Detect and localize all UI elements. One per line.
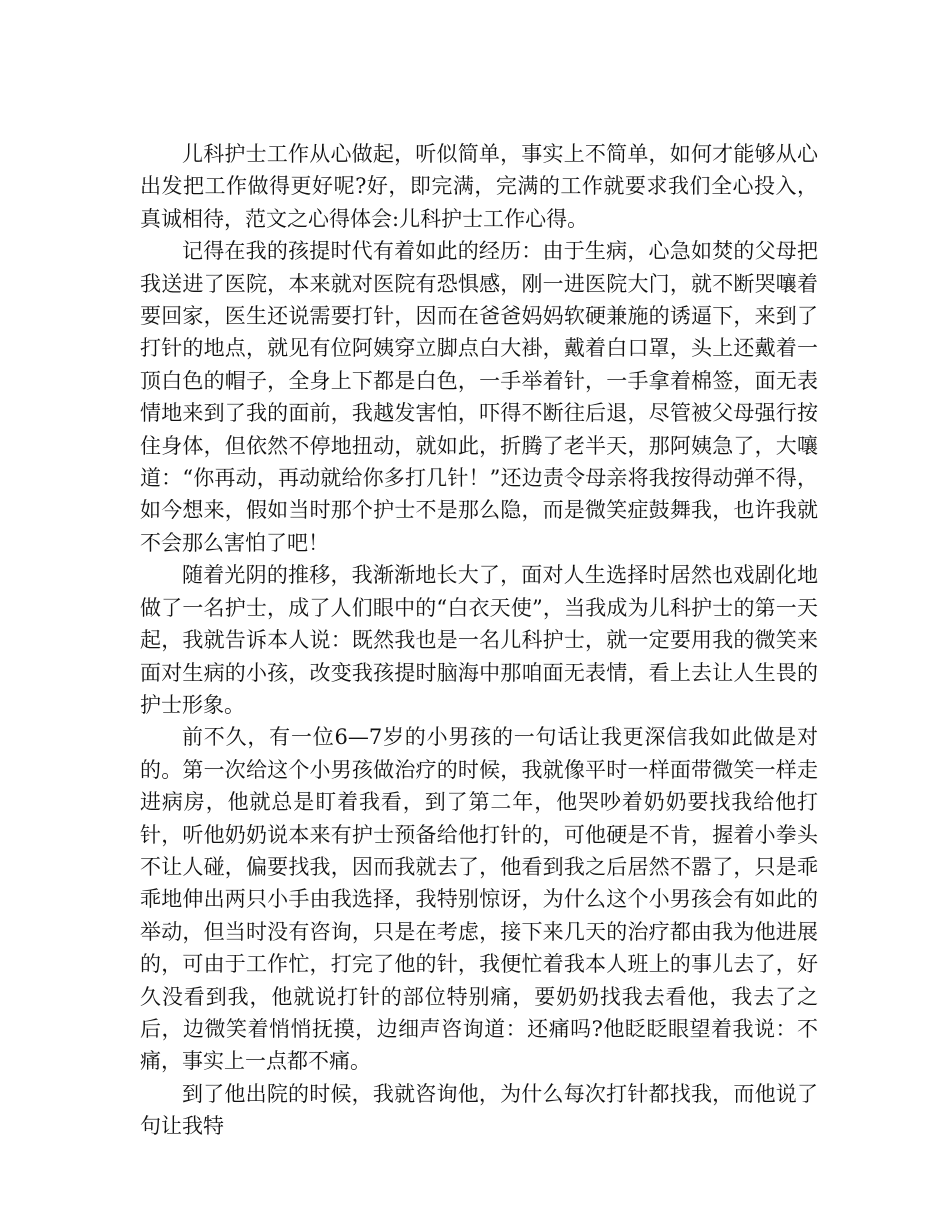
document-body [140, 138, 818, 1143]
paragraph-5: 到了他出院的时候，我就咨询他，为什么每次打针都找我，而他说了句让我特 [140, 1081, 818, 1139]
paragraph-3: 随着光阴的推移，我渐渐地长大了，面对人生选择时居然也戏剧化地做了一名护士，成了人们眼中的“白衣天使”，当我成为儿科护士的第一天起，我就告诉本人说：既然我也是一名儿科护士，就一定要用我的微笑来面对生病的小孩，改变我孩提时脑海中那咱面无表情，看上去让人生畏的护士形象。 [140, 563, 818, 717]
paragraph-2: 记得在我的孩提时代有着如此的经历：由于生病，心急如焚的父母把我送进了医院，本来就对医院有恐惧感，刚一进医院大门，就不断哭嚷着要回家，医生还说需要打针，因而在爸爸妈妈软硬兼施的诱逼下，来到了打针的地点，就见有位阿姨穿立脚点白大褂，戴着白口罩，头上还戴着一顶白色的帽子，全身上下都是白色，一手举着针，一手拿着棉签，面无表情地来到了我的面前，我越发害怕，吓得不断往后退，尽管被父母强行按住身体，但依然不停地扭动，就如此，折腾了老半天，那阿姨急了，大嚷道：“你再动，再动就给你多打几针！”还边责令母亲将我按得动弹不得，如今想来，假如当时那个护士不是那么隐，而是微笑症鼓舞我，也许我就不会那么害怕了吧！ [140, 239, 818, 555]
paragraph-4: 前不久，有一位6—7岁的小男孩的一句话让我更深信我如此做是对的。第一次给这个小男孩做治疗的时候，我就像平时一样面带微笑一样走进病房，他就总是盯着我看，到了第二年，他哭吵着奶奶要找我给他打针，听他奶奶说本来有护士预备给他打针的，可他硬是不肯，握着小拳头不让人碰，偏要找我，因而我就去了，他看到我之后居然不嚣了，只是乖乖地伸出两只小手由我选择，我特别惊讶，为什么这个小男孩会有如此的举动，但当时没有咨询，只是在考虑，接下来几天的治疗都由我为他进展的，可由于工作忙，打完了他的针，我便忙着我本人班上的事儿去了，好久没看到我，他就说打针的部位特别痛，要奶奶找我去看他，我去了之后，边微笑着悄悄抚摸，边细声咨询道：还痛吗?他眨眨眼望着我说：不痛，事实上一点都不痛。 [140, 725, 818, 1074]
paragraph-1: 儿科护士工作从心做起，听似简单，事实上不简单，如何才能够从心出发把工作做得更好呢?好，即完满，完满的工作就要求我们全心投入，真诚相待，范文之心得体会:儿科护士工作心得。 [140, 142, 818, 231]
